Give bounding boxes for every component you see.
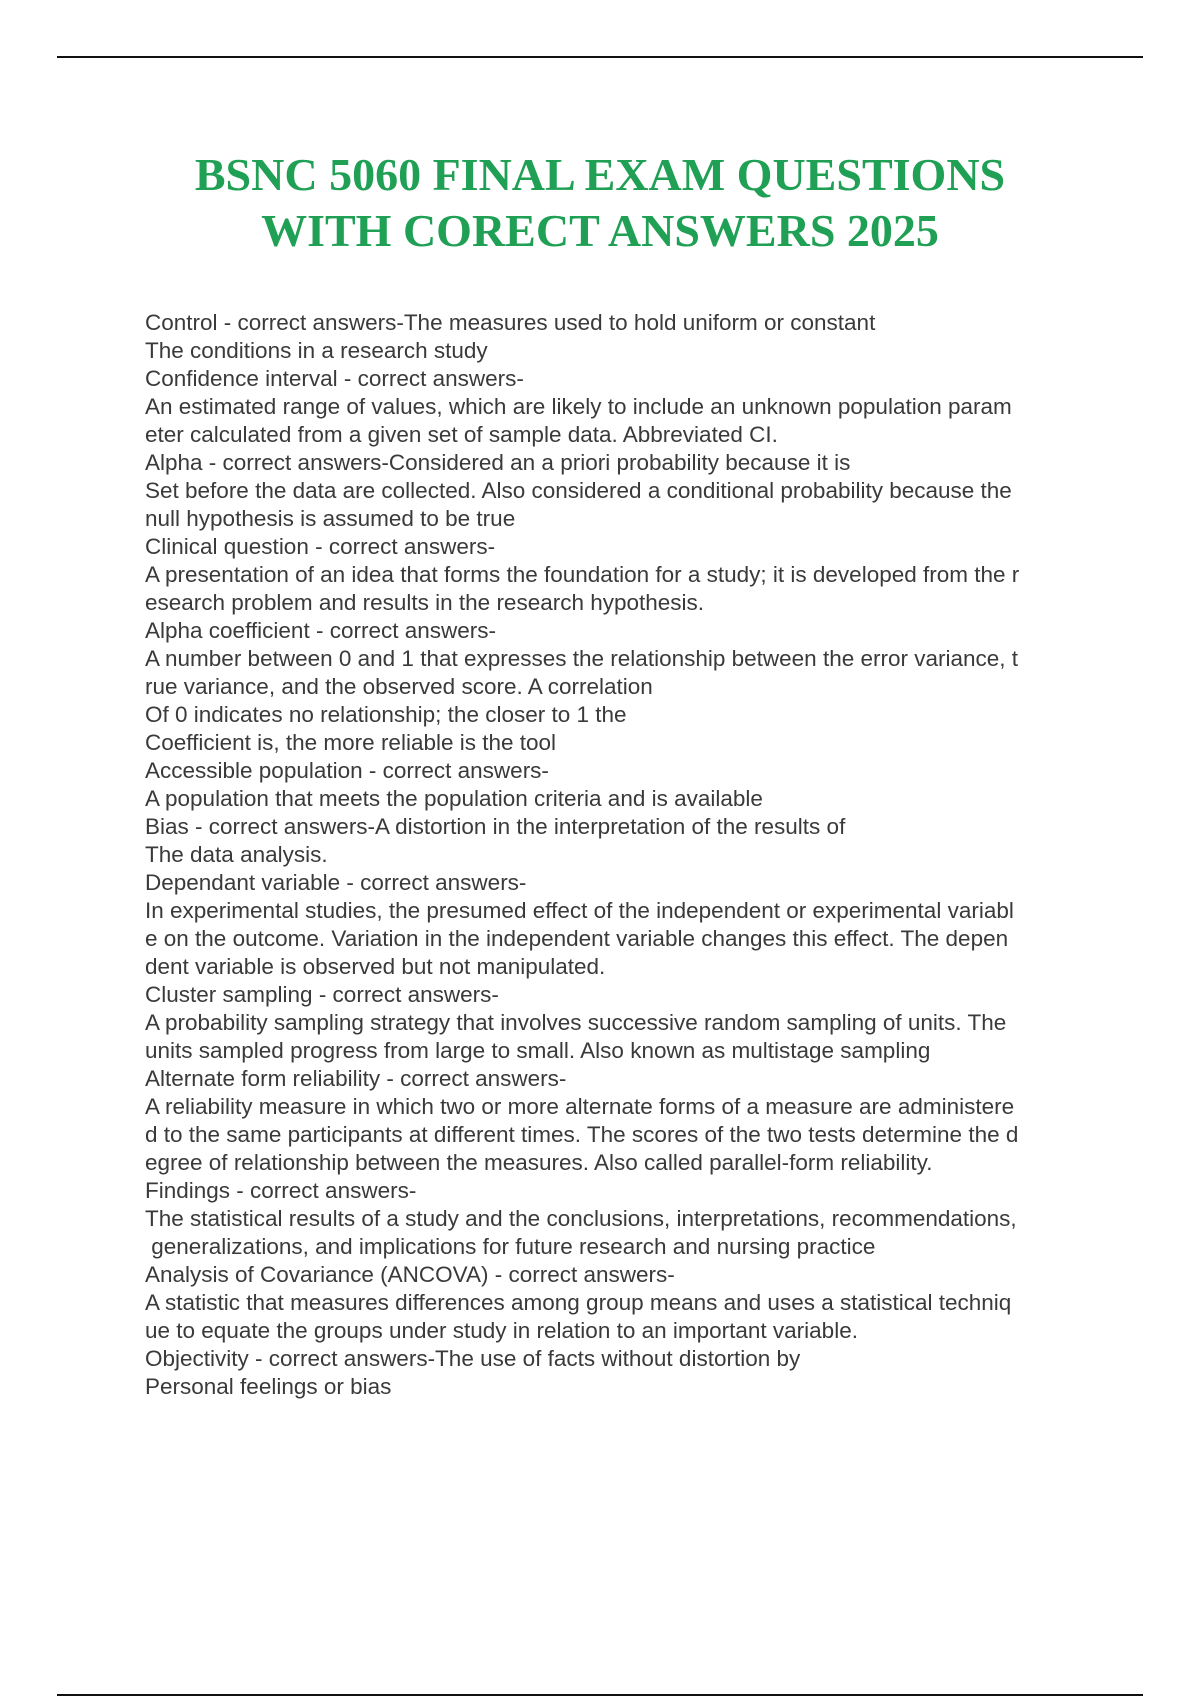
text-line: egree of relationship between the measures. Also called parallel-form reliability. [145, 1150, 933, 1175]
text-line: null hypothesis is assumed to be true [145, 506, 516, 531]
text-line: Objectivity - correct answers-The use of facts without distortion by [145, 1346, 801, 1371]
text-line: A reliability measure in which two or more alternate forms of a measure are administere [145, 1094, 1015, 1119]
text-line: Analysis of Covariance (ANCOVA) - correct answers- [145, 1262, 675, 1287]
text-line: The statistical results of a study and the conclusions, interpretations, recommendations, [145, 1206, 1017, 1231]
text-line: In experimental studies, the presumed effect of the independent or experimental variabl [145, 898, 1014, 923]
text-line: rue variance, and the observed score. A correlation [145, 674, 653, 699]
text-line: Clinical question - correct answers- [145, 534, 496, 559]
text-line: Coefficient is, the more reliable is the tool [145, 730, 557, 755]
text-line: A population that meets the population criteria and is available [145, 786, 763, 811]
text-line: generalizations, and implications for future research and nursing practice [145, 1234, 876, 1259]
text-line: Personal feelings or bias [145, 1374, 392, 1399]
text-line: Cluster sampling - correct answers- [145, 982, 499, 1007]
title-line-1: BSNC 5060 FINAL EXAM QUESTIONS [194, 149, 1006, 200]
text-line: A statistic that measures differences among group means and uses a statistical techniq [145, 1290, 1012, 1315]
text-line: Bias - correct answers-A distortion in the interpretation of the results of [145, 814, 846, 839]
bottom-divider [57, 1694, 1143, 1696]
text-line: esearch problem and results in the research hypothesis. [145, 590, 705, 615]
document-title [0, 147, 1200, 259]
text-line: units sampled progress from large to small. Also known as multistage sampling [145, 1038, 931, 1063]
text-line: dent variable is observed but not manipulated. [145, 954, 606, 979]
text-line: Control - correct answers-The measures used to hold uniform or constant [145, 310, 876, 335]
text-line: The data analysis. [145, 842, 328, 867]
text-line: An estimated range of values, which are likely to include an unknown population param [145, 394, 1012, 419]
text-line: Alpha - correct answers-Considered an a priori probability because it is [145, 450, 851, 475]
text-line: Dependant variable - correct answers- [145, 870, 527, 895]
text-line: Findings - correct answers- [145, 1178, 417, 1203]
document-body [145, 309, 1105, 1401]
text-line: Of 0 indicates no relationship; the closer to 1 the [145, 702, 627, 727]
text-line: A presentation of an idea that forms the foundation for a study; it is developed from the r [145, 562, 1020, 587]
text-line: d to the same participants at different times. The scores of the two tests determine the d [145, 1122, 1019, 1147]
text-line: Set before the data are collected. Also considered a conditional probability because the [145, 478, 1012, 503]
text-line: ue to equate the groups under study in relation to an important variable. [145, 1318, 858, 1343]
text-line: Alternate form reliability - correct answers- [145, 1066, 567, 1091]
text-line: Confidence interval - correct answers- [145, 366, 524, 391]
text-line: A number between 0 and 1 that expresses the relationship between the error variance, t [145, 646, 1019, 671]
text-line: e on the outcome. Variation in the independent variable changes this effect. The depen [145, 926, 1009, 951]
text-line: eter calculated from a given set of sample data. Abbreviated CI. [145, 422, 778, 447]
text-line: A probability sampling strategy that involves successive random sampling of units. The [145, 1010, 1007, 1035]
text-line: The conditions in a research study [145, 338, 488, 363]
top-divider [57, 56, 1143, 58]
text-line: Accessible population - correct answers- [145, 758, 549, 783]
text-line: Alpha coefficient - correct answers- [145, 618, 496, 643]
title-line-2: WITH CORECT ANSWERS 2025 [261, 205, 939, 256]
